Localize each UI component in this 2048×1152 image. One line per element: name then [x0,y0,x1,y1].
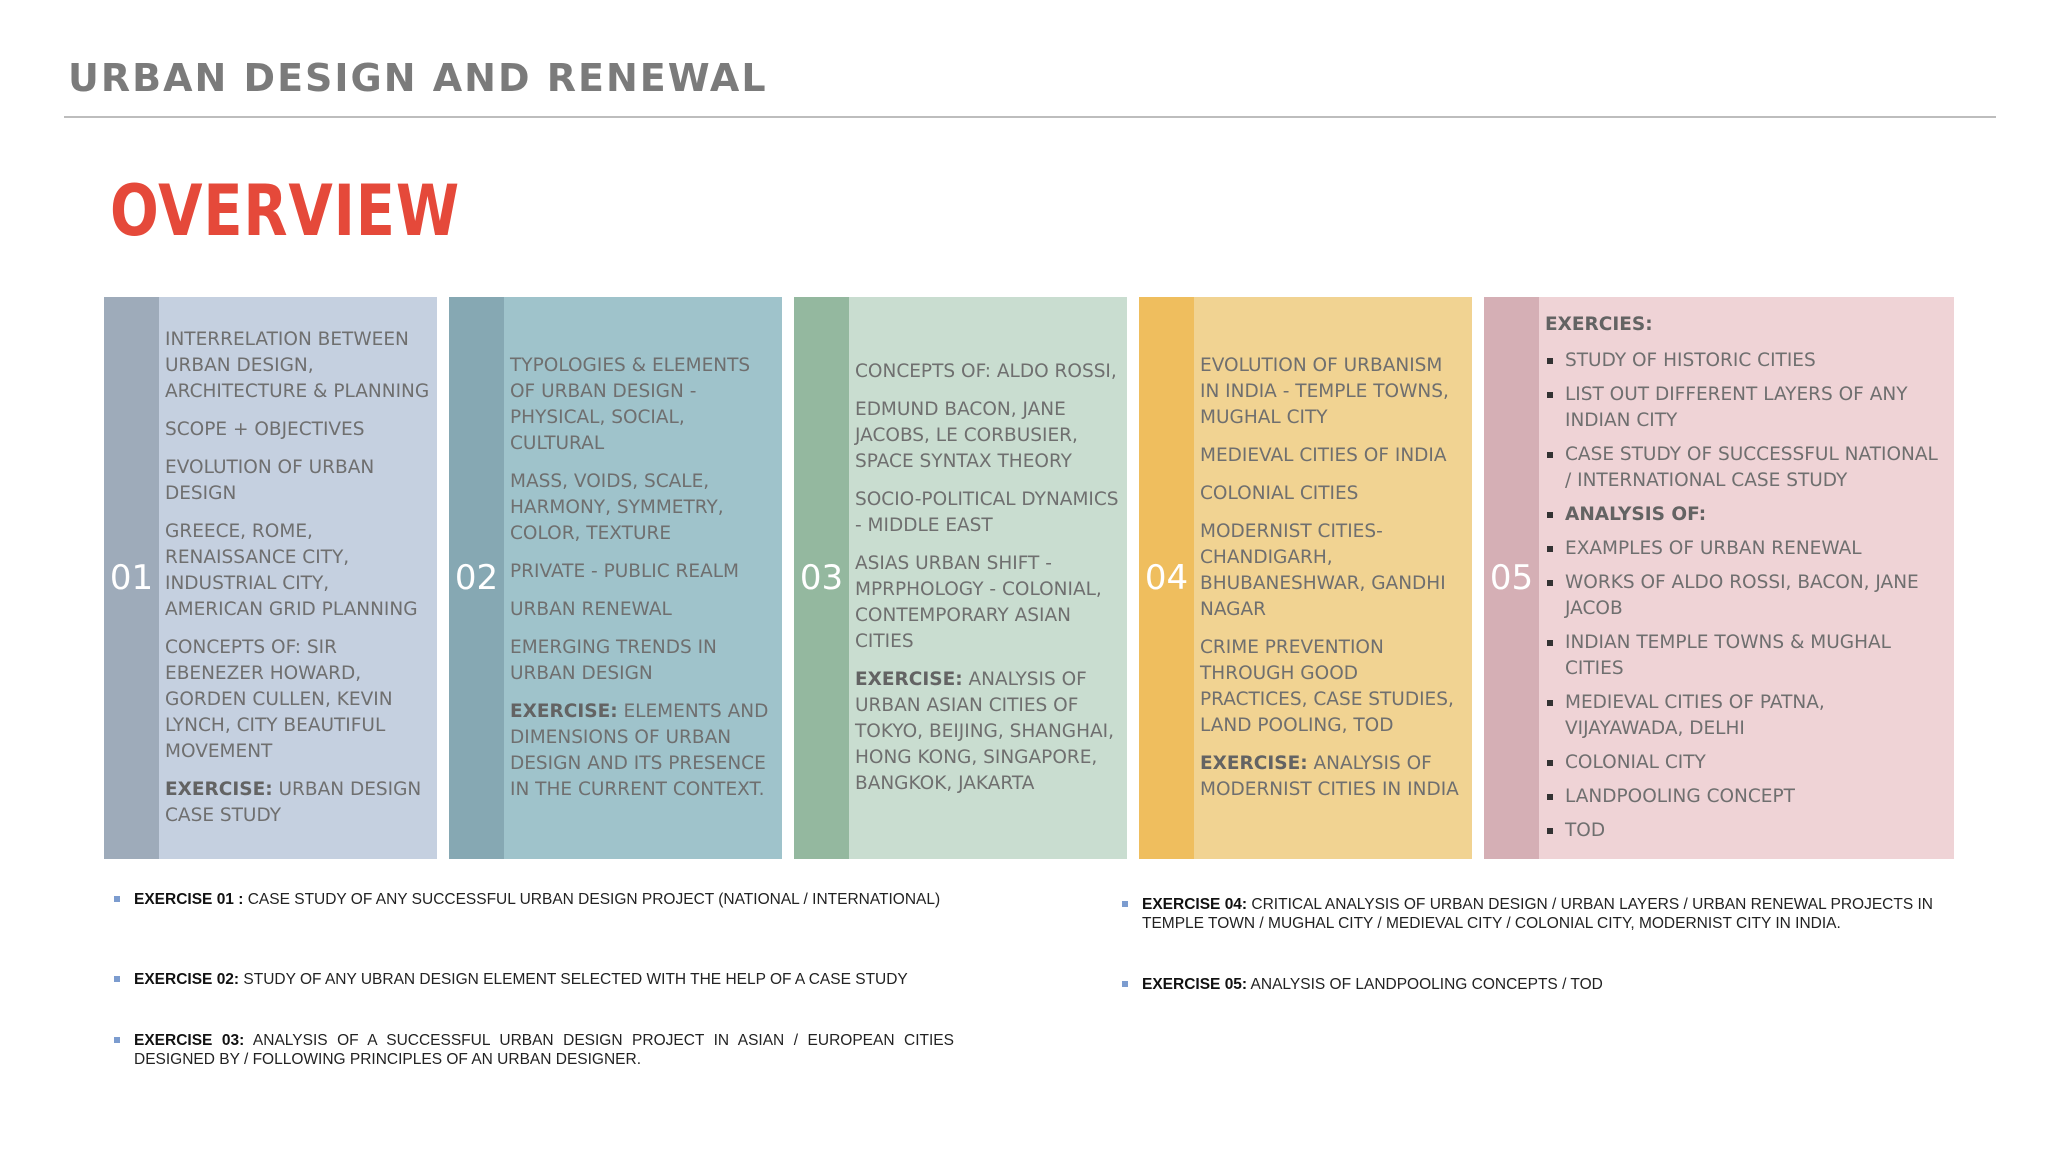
exercise-label: EXERCISE: [855,669,963,690]
list-item [1545,570,1948,622]
exercises-heading: EXERCIES: [1545,314,1653,335]
list-item [1545,630,1948,682]
bullet-icon [1547,392,1553,398]
exercise-note-02 [112,970,954,989]
topic: URBAN RENEWAL [510,599,672,620]
exercise-note-text: CASE STUDY OF ANY SUCCESSFUL URBAN DESIGN PROJECT (NATIONAL / INTERNATIONAL) [243,891,941,908]
topic: EVOLUTION OF URBANISM IN INDIA - TEMPLE TOWNS, MUGHAL CITY [1200,355,1449,428]
list-item [1545,536,1948,562]
exercise-note-text: ANALYSIS OF A SUCCESSFUL URBAN DESIGN PROJECT IN ASIAN / EUROPEAN CITIES DESIGNED BY / FOLLOWING PRINCIPLES OF AN URBAN DESIGNER. [134,1032,954,1068]
topic: GREECE, ROME, RENAISSANCE CITY, INDUSTRIAL CITY, AMERICAN GRID PLANNING [165,521,418,620]
module-01-body [159,297,437,859]
topic: MEDIEVAL CITIES OF INDIA [1200,445,1447,466]
module-02 [449,297,782,859]
exercise-note-03 [112,1031,954,1069]
topic: CONCEPTS OF: SIR EBENEZER HOWARD, GORDEN CULLEN, KEVIN LYNCH, CITY BEAUTIFUL MOVEMENT [165,637,393,762]
list-item [1545,750,1948,776]
topic: SOCIO-POLITICAL DYNAMICS - MIDDLE EAST [855,489,1119,536]
exercise-note-label: EXERCISE 02: [134,971,240,988]
exercise-note-label: EXERCISE 01 : [134,891,244,908]
list-item-text: LIST OUT DIFFERENT LAYERS OF ANY INDIAN CITY [1565,384,1908,431]
exercise-line [855,667,1121,797]
topic: MODERNIST CITIES- CHANDIGARH, BHUBANESHWAR, GANDHI NAGAR [1200,521,1446,620]
exercise-text: ANALYSIS OF MODERNIST CITIES IN INDIA [1200,753,1459,800]
header-divider [64,116,1996,118]
module-03 [794,297,1127,859]
topic: COLONIAL CITIES [1200,483,1359,504]
module-05-number-strip [1484,297,1539,859]
exercise-note-text: ANALYSIS OF LANDPOOLING CONCEPTS / TOD [1247,976,1603,993]
exercise-note-04 [1120,895,1987,933]
list-item-text: COLONIAL CITY [1565,752,1706,773]
list-item [1545,690,1948,742]
bullet-icon [1122,901,1128,907]
module-number: 02 [454,558,499,598]
module-number: 01 [109,558,154,598]
bullet-icon [1122,981,1128,987]
list-item-text: WORKS OF ALDO ROSSI, BACON, JANE JACOB [1565,572,1919,619]
exercise-note-label: EXERCISE 04: [1142,896,1248,913]
bullet-icon [114,1037,120,1043]
exercise-note-label: EXERCISE 05: [1142,976,1248,993]
topic: CONCEPTS OF: ALDO ROSSI, [855,361,1117,382]
topic: ASIAS URBAN SHIFT - MPRPHOLOGY - COLONIAL, CONTEMPORARY ASIAN CITIES [855,553,1102,652]
module-03-number-strip [794,297,849,859]
exercise-text: ANALYSIS OF URBAN ASIAN CITIES OF TOKYO, BEIJING, SHANGHAI, HONG KONG, SINGAPORE, BANGKOK, JAKARTA [855,669,1115,794]
bullet-icon [114,896,120,902]
topic: EVOLUTION OF URBAN DESIGN [165,457,375,504]
list-item-text: CASE STUDY OF SUCCESSFUL NATIONAL / INTERNATIONAL CASE STUDY [1565,444,1938,491]
exercise-note-text: CRITICAL ANALYSIS OF URBAN DESIGN / URBAN LAYERS / URBAN RENEWAL PROJECTS IN TEMPLE TOWN / MUGHAL CITY / MEDIEVAL CITY / COLONIAL CITY, MODERNIST CITY IN INDIA. [1142,896,1933,932]
topic: EDMUND BACON, JANE JACOBS, LE CORBUSIER, SPACE SYNTAX THEORY [855,399,1078,472]
bullet-icon [1547,794,1553,800]
module-01-number-strip [104,297,159,859]
bullet-icon [1547,358,1553,364]
exercise-line [510,699,776,803]
list-item-text: STUDY OF HISTORIC CITIES [1565,350,1816,371]
list-item [1545,348,1948,374]
module-02-number-strip [449,297,504,859]
topic: EMERGING TRENDS IN URBAN DESIGN [510,637,717,684]
bullet-icon [1547,640,1553,646]
exercise-label: EXERCISE: [1200,753,1308,774]
module-number: 05 [1489,558,1534,598]
bullet-icon [1547,546,1553,552]
module-04-body [1194,297,1472,859]
list-item [1545,382,1948,434]
topic: PRIVATE - PUBLIC REALM [510,561,740,582]
bullet-icon [1547,512,1553,518]
module-number: 03 [799,558,844,598]
bullet-icon [1547,828,1553,834]
module-04 [1139,297,1472,859]
module-05 [1484,297,1954,859]
topic: MASS, VOIDS, SCALE, HARMONY, SYMMETRY, COLOR, TEXTURE [510,471,724,544]
topic: CRIME PREVENTION THROUGH GOOD PRACTICES, CASE STUDIES, LAND POOLING, TOD [1200,637,1454,736]
page-header-title: URBAN DESIGN AND RENEWAL [68,56,768,100]
module-03-body [849,297,1127,859]
module-number: 04 [1144,558,1189,598]
exercise-text: ELEMENTS AND DIMENSIONS OF URBAN DESIGN AND ITS PRESENCE IN THE CURRENT CONTEXT. [510,701,769,800]
overview-heading: OVERVIEW [110,170,460,252]
list-item [1545,818,1948,844]
list-item-text: MEDIEVAL CITIES OF PATNA, VIJAYAWADA, DELHI [1565,692,1825,739]
list-item-text: LANDPOOLING CONCEPT [1565,786,1795,807]
module-01 [104,297,437,859]
list-item [1545,784,1948,810]
analysis-heading: ANALYSIS OF: [1565,504,1707,525]
exercise-label: EXERCISE: [165,779,273,800]
exercise-label: EXERCISE: [510,701,618,722]
exercise-line [1200,751,1466,803]
list-item-text: TOD [1565,820,1606,841]
module-02-body [504,297,782,859]
bullet-icon [1547,452,1553,458]
bullet-icon [1547,700,1553,706]
list-item [1545,442,1948,494]
exercise-text: URBAN DESIGN CASE STUDY [165,779,422,826]
module-05-body [1539,297,1954,859]
exercise-note-label: EXERCISE 03: [134,1032,245,1049]
exercise-line [165,777,431,829]
list-item [1545,502,1948,528]
topic: INTERRELATION BETWEEN URBAN DESIGN, ARCHITECTURE & PLANNING [165,329,430,402]
module-04-number-strip [1139,297,1194,859]
topic: TYPOLOGIES & ELEMENTS OF URBAN DESIGN - PHYSICAL, SOCIAL, CULTURAL [510,355,751,454]
bullet-icon [114,976,120,982]
topic: SCOPE + OBJECTIVES [165,419,365,440]
list-item-text: INDIAN TEMPLE TOWNS & MUGHAL CITIES [1565,632,1891,679]
bullet-icon [1547,760,1553,766]
bullet-icon [1547,580,1553,586]
exercise-note-05 [1120,975,1987,994]
exercise-note-text: STUDY OF ANY UBRAN DESIGN ELEMENT SELECTED WITH THE HELP OF A CASE STUDY [239,971,908,988]
list-item-text: EXAMPLES OF URBAN RENEWAL [1565,538,1862,559]
exercise-note-01 [112,890,954,909]
